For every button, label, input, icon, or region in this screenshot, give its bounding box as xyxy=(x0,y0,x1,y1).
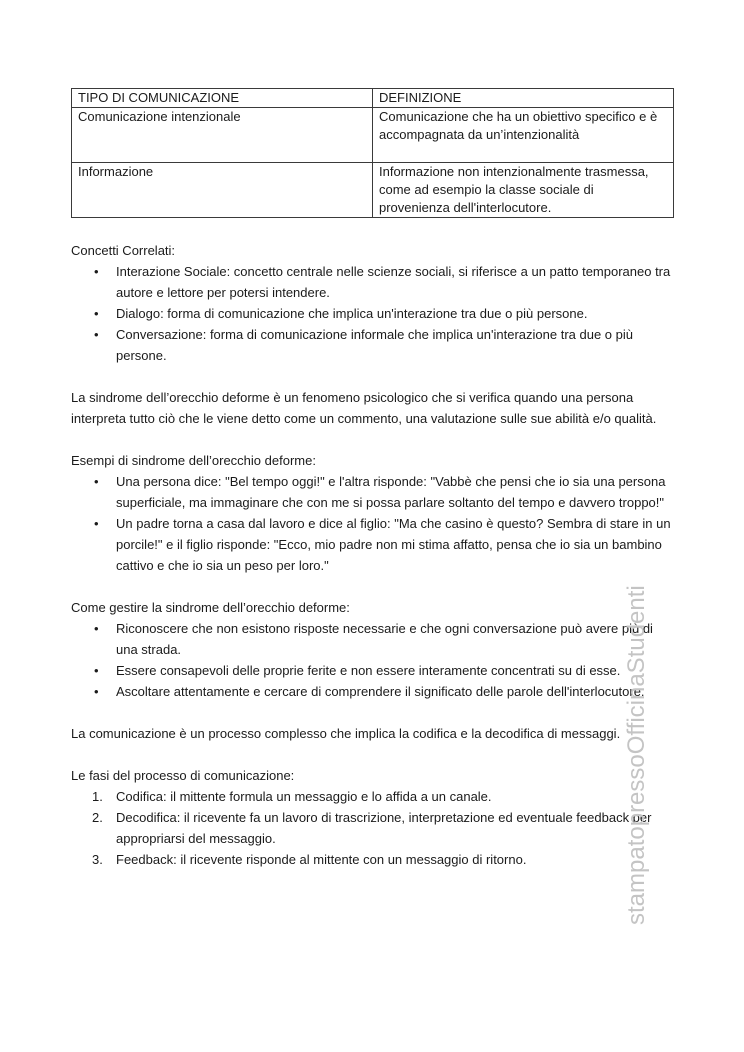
table-cell: Informazione non intenzionalmente trasmessa, come ad esempio la classe sociale di provenienza dell'interlocutore. xyxy=(373,163,674,218)
list-item-text: Codifica: il mittente formula un messaggio e lo affida a un canale. xyxy=(116,789,492,804)
table-cell: Comunicazione che ha un obiettivo specifico e è accompagnata da un’intenzionalità xyxy=(373,108,674,163)
table-cell: Comunicazione intenzionale xyxy=(72,108,373,163)
list-item: • Interazione Sociale: concetto centrale nelle scienze sociali, si riferisce a un patto temporaneo tra autore e lettore per potersi intendere. xyxy=(116,261,674,303)
section-heading: Le fasi del processo di comunicazione: xyxy=(71,768,295,783)
table-header-cell: TIPO DI COMUNICAZIONE xyxy=(72,89,373,108)
list-item: • Riconoscere che non esistono risposte necessarie e che ogni conversazione può avere più di una strada. xyxy=(116,618,674,660)
table-row xyxy=(72,163,674,218)
bullet-list xyxy=(71,261,674,366)
section-heading: Concetti Correlati: xyxy=(71,243,176,258)
numbered-list xyxy=(71,786,674,870)
list-item xyxy=(92,807,674,849)
list-item: • Conversazione: forma di comunicazione informale che implica un'interazione tra due o più persone. xyxy=(116,324,674,366)
table-header-cell: DEFINIZIONE xyxy=(373,89,674,108)
list-item: • Essere consapevoli delle proprie ferite e non essere interamente concentrati su di esse. xyxy=(116,660,674,681)
list-number: 3. xyxy=(92,852,103,867)
table-header-row xyxy=(72,89,674,108)
document-page xyxy=(71,88,674,870)
section-heading: Esempi di sindrome dell’orecchio deforme: xyxy=(71,453,316,468)
list-number: 1. xyxy=(92,789,103,804)
bullet-list xyxy=(71,618,674,702)
list-item: • Una persona dice: "Bel tempo oggi!" e l'altra risponde: "Vabbè che pensi che io sia una persona superficiale, ma immaginare che con me si possa parlare soltanto del tempo e davvero troppo!" xyxy=(116,471,674,513)
list-item: • Un padre torna a casa dal lavoro e dice al figlio: "Ma che casino è questo? Sembra di stare in un porcile!" e il figlio risponde: "Ecco, mio padre non mi stima affatto, pensa che io sia un bambino cattivo e che io sia un peso per loro." xyxy=(116,513,674,576)
list-item-text: Feedback: il ricevente risponde al mittente con un messaggio di ritorno. xyxy=(116,852,527,867)
list-item xyxy=(92,849,674,870)
paragraph: La comunicazione è un processo complesso che implica la codifica e la decodifica di messaggi. xyxy=(71,726,621,741)
watermark: stampatopressoOfficinaStudenti xyxy=(623,585,650,925)
list-number: 2. xyxy=(92,810,103,825)
paragraph: La sindrome dell’orecchio deforme è un fenomeno psicologico che si verifica quando una persona interpreta tutto ciò che le viene detto come un commento, una valutazione sulle sue abilità e/o qualità. xyxy=(71,390,657,426)
list-item-text: Decodifica: il ricevente fa un lavoro di trascrizione, interpretazione ed eventuale feedback per appropriarsi del messaggio. xyxy=(116,810,652,846)
list-item: • Dialogo: forma di comunicazione che implica un'interazione tra due o più persone. xyxy=(116,303,674,324)
bullet-list xyxy=(71,471,674,576)
list-item xyxy=(92,786,674,807)
table-cell: Informazione xyxy=(72,163,373,218)
table-row xyxy=(72,108,674,163)
section-heading: Come gestire la sindrome dell’orecchio deforme: xyxy=(71,600,350,615)
definition-table xyxy=(71,88,674,218)
list-item: • Ascoltare attentamente e cercare di comprendere il significato delle parole dell'interlocutore. xyxy=(116,681,674,702)
